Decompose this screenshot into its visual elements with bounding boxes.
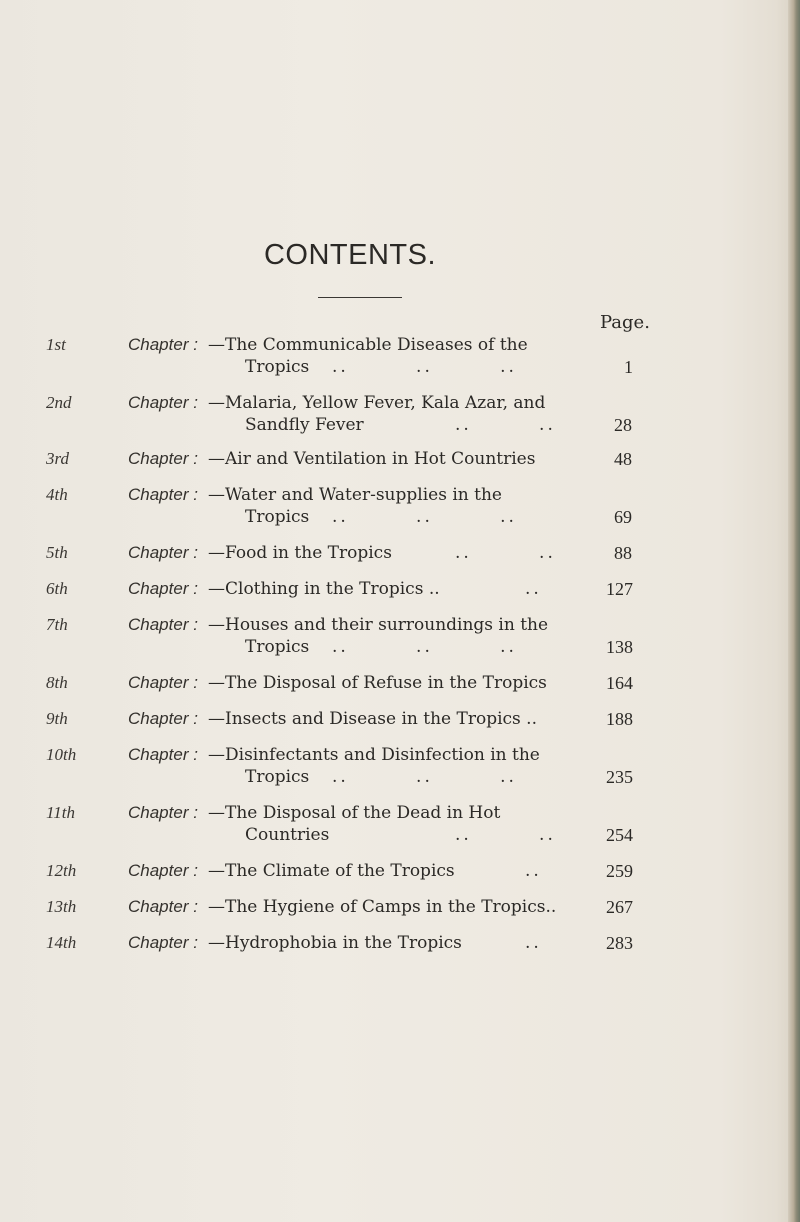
chapter-ordinal: 10th [46, 745, 77, 764]
chapter-title: —The Climate of the Tropics [208, 861, 455, 881]
chapter-title: —Food in the Tropics [208, 543, 392, 563]
leader-dots: .. .. .. [332, 507, 517, 527]
chapter-ordinal: 13th [46, 897, 77, 916]
chapter-label: Chapter : [128, 803, 198, 822]
chapter-title-continued: Tropics [245, 507, 310, 527]
page-number: 188 [606, 709, 633, 729]
page-number: 1 [624, 357, 633, 377]
leader-dots: .. .. .. [332, 357, 517, 377]
chapter-ordinal: 14th [46, 933, 77, 952]
chapter-ordinal: 1st [46, 335, 66, 354]
chapter-title: —Air and Ventilation in Hot Countries [208, 449, 536, 469]
chapter-title: —The Disposal of the Dead in Hot [208, 803, 501, 823]
leader-dots: .. .. .. [332, 767, 517, 787]
chapter-ordinal: 9th [46, 709, 68, 728]
chapter-title-continued: Tropics [245, 637, 310, 657]
chapter-title-continued: Tropics [245, 767, 310, 787]
chapter-label: Chapter : [128, 933, 198, 952]
chapter-ordinal: 6th [46, 579, 68, 598]
chapter-ordinal: 11th [46, 803, 75, 822]
leader-dots: .. .. [455, 825, 556, 845]
chapter-title: —Disinfectants and Disinfection in the [208, 745, 540, 765]
chapter-title: —Hydrophobia in the Tropics [208, 933, 462, 953]
chapter-label: Chapter : [128, 335, 198, 354]
chapter-label: Chapter : [128, 745, 198, 764]
chapter-title: —Malaria, Yellow Fever, Kala Azar, and [208, 393, 546, 413]
chapter-ordinal: 5th [46, 543, 68, 562]
leader-dots: .. .. .. [332, 637, 517, 657]
chapter-title: —The Disposal of Refuse in the Tropics [208, 673, 547, 693]
chapter-ordinal: 3rd [46, 449, 69, 468]
leader-dots: .. .. [455, 543, 556, 563]
leader-dots: .. [525, 579, 542, 599]
chapter-title: —Clothing in the Tropics .. [208, 579, 440, 599]
chapter-label: Chapter : [128, 449, 198, 468]
chapter-ordinal: 7th [46, 615, 68, 634]
chapter-title: —The Communicable Diseases of the [208, 335, 528, 355]
page-number: 259 [606, 861, 633, 881]
page-number: 235 [606, 767, 633, 787]
chapter-title: —Insects and Disease in the Tropics .. [208, 709, 537, 729]
chapter-ordinal: 2nd [46, 393, 72, 412]
chapter-label: Chapter : [128, 579, 198, 598]
chapter-label: Chapter : [128, 897, 198, 916]
page-number: 254 [606, 825, 633, 845]
chapter-label: Chapter : [128, 709, 198, 728]
page-number: 267 [606, 897, 633, 917]
chapter-ordinal: 8th [46, 673, 68, 692]
chapter-title-continued: Tropics [245, 357, 310, 377]
chapter-ordinal: 4th [46, 485, 68, 504]
page-number: 48 [614, 449, 632, 469]
chapter-label: Chapter : [128, 673, 198, 692]
chapter-title-continued: Countries [245, 825, 330, 845]
chapter-label: Chapter : [128, 393, 198, 412]
chapter-label: Chapter : [128, 861, 198, 880]
page-column-label: Page. [600, 312, 650, 333]
page-number: 138 [606, 637, 633, 657]
leader-dots: .. [525, 933, 542, 953]
chapter-title: —The Hygiene of Camps in the Tropics.. [208, 897, 557, 917]
chapter-label: Chapter : [128, 485, 198, 504]
page-number: 164 [606, 673, 633, 693]
chapter-ordinal: 12th [46, 861, 77, 880]
leader-dots: .. [525, 861, 542, 881]
chapter-label: Chapter : [128, 615, 198, 634]
page-number: 28 [614, 415, 632, 435]
chapter-title-continued: Sandfly Fever [245, 415, 364, 435]
page-title: CONTENTS. [263, 239, 437, 271]
chapter-label: Chapter : [128, 543, 198, 562]
leader-dots: .. .. [455, 415, 556, 435]
page-number: 69 [614, 507, 632, 527]
chapter-title: —Houses and their surroundings in the [208, 615, 549, 635]
chapter-title: —Water and Water-supplies in the [208, 485, 502, 505]
page-number: 127 [606, 579, 633, 599]
page-number: 283 [606, 933, 633, 953]
page-number: 88 [614, 543, 632, 563]
